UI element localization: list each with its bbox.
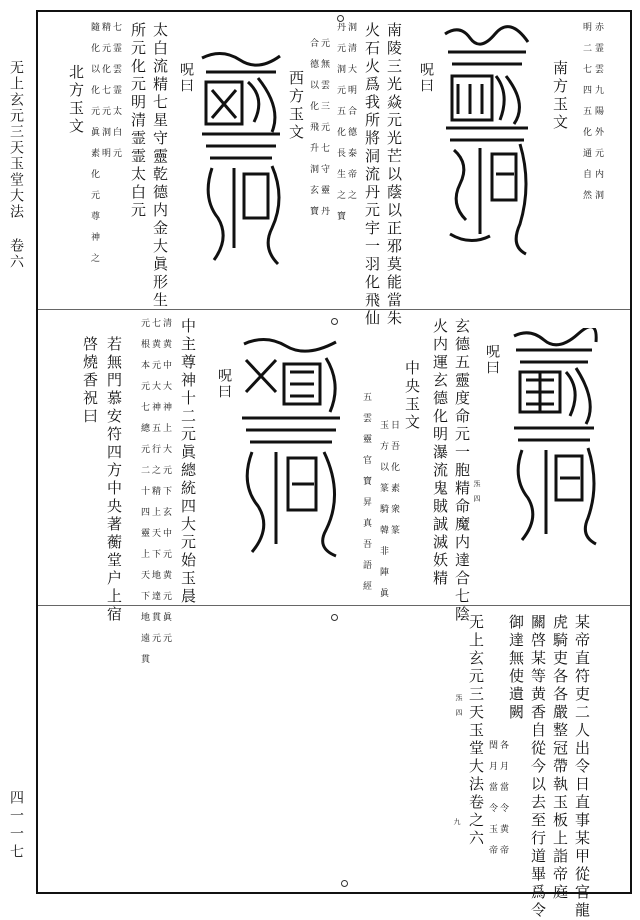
center-note-1: 日 吾 化 素 衆 篆 — [389, 420, 399, 535]
divider-2 — [38, 605, 630, 606]
bottom-line-2: 虎騎吏各各嚴整冠帶執玉板上詣帝庭 — [551, 614, 569, 902]
west-spell-1: 太白流精七星守靈乾德内金大眞形生 — [151, 22, 169, 310]
central-note-1: 清 黄 中 大 神 上 大 元 下 玄 中 元 黄 元 眞 元 — [161, 318, 171, 643]
bottom-page-mark: 九 — [453, 818, 461, 825]
binding-hole — [337, 15, 344, 22]
bottom-line-3: 關啓某等黄香自從今以去至行道畢爲令 — [529, 614, 547, 920]
binding-hole — [341, 880, 348, 887]
bottom-line-4: 御達無使遺闕 — [507, 614, 525, 722]
margin-page-number: 四一一七 — [8, 790, 24, 862]
final-line: 啓燒香祝曰 — [81, 336, 99, 426]
bottom-line-1: 某帝直符吏二人出令日直事某甲從官龍 — [573, 614, 591, 920]
west-spell-note-2: 精 元 化 七 元 洞 明 — [100, 22, 110, 158]
talisman-spell-label: 呪曰 — [484, 344, 500, 376]
talisman-spell-label: 呪曰 — [178, 62, 194, 94]
talisman-center — [236, 334, 346, 560]
xuan-note-1: 炁 四 — [473, 480, 481, 502]
south-spell-2: 火石火爲我所將洞流丹元宇一羽化飛仙 — [363, 22, 381, 328]
bottom-small-mark: 炁 四 — [455, 694, 463, 716]
bottom-note-2: 閏 月 當 令 玉 帝 — [487, 740, 497, 855]
binding-hole — [331, 614, 338, 621]
south-note-2: 明 二 七 四 五 化 通 自 然 — [581, 22, 591, 200]
west-note-1: 元 無 雲 三 元 七 守 靈 丹 — [319, 38, 329, 216]
talisman-north — [508, 328, 600, 548]
divider-1 — [38, 309, 630, 310]
south-spell-note-1: 洞 清 大 明 合 德 泰 帝 之 — [346, 22, 356, 200]
xuan-spell-2: 火内運玄德化明瀑流鬼賊誠滅妖精 — [431, 318, 449, 588]
center-note-3: 五 雲 靈 官 寶 昇 真 吾 語 經 — [361, 392, 371, 591]
west-spell-2: 所元化元明清霊霊太白元 — [129, 22, 147, 220]
south-spell-note-2: 丹 元 洞 元 五 化 長 生 之 寶 — [335, 22, 345, 221]
south-spell-1: 南陵三光焱元光芒以蔭以正邪莫能當朱 — [385, 22, 403, 328]
talisman-spell-label: 呪曰 — [418, 62, 434, 94]
center-note-2: 玉 方 以 篆 騎 韓 非 陣 眞 — [378, 420, 388, 598]
north-heading: 北方玉文 — [67, 64, 85, 136]
talisman-south — [440, 24, 532, 256]
central-spell-2: 若無門慕安符四方中央著蘅堂户上宿 — [105, 336, 123, 624]
west-heading: 西方玉文 — [287, 70, 305, 142]
binding-hole — [331, 318, 338, 325]
west-spell-note-3: 隨 化 以 化 元 眞 素 化 元 尊 神 之 — [89, 22, 99, 263]
xuan-spell-1: 玄德五靈度命元一胞精命魔内達合七陰 — [453, 318, 471, 624]
west-spell-note-1: 七 霊 雲 霊 太 白 元 — [111, 22, 121, 158]
central-note-3: 元 根 本 元 七 總 元 二 十 四 靈 上 天 下 地 遠 貫 — [139, 318, 149, 664]
talisman-west — [196, 48, 286, 270]
bottom-note-1: 各 月 當 令 黄 帝 — [498, 740, 508, 855]
south-heading: 南方玉文 — [551, 60, 569, 132]
south-note-1: 赤 霊 雲 九 陽 外 元 内 洞 — [593, 22, 603, 200]
central-note-2: 七 黄 元 大 神 五 行 之 精 上 天 下 地 達 貫 元 — [150, 318, 160, 643]
margin-book-title: 无上玄元三天玉堂大法 卷六 — [8, 60, 24, 270]
central-spell-1: 中主尊神十二元眞總統四大元始玉晨 — [179, 318, 197, 606]
talisman-spell-label: 呪曰 — [216, 368, 232, 400]
bottom-line-5: 无上玄元三天玉堂大法卷之六 — [467, 614, 485, 848]
center-heading: 中央玉文 — [403, 360, 421, 432]
west-note-2: 合 德 以 化 飛 升 洞 玄 寶 — [308, 38, 318, 216]
